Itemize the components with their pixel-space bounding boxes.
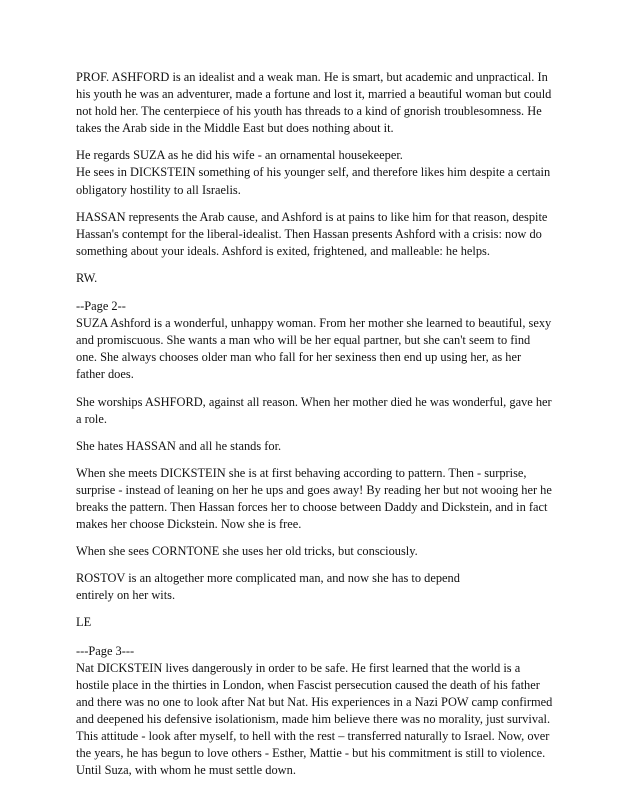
paragraph-dickstein [76,643,554,780]
text-line: father does. [76,367,134,382]
document-page [76,69,554,789]
paragraph-hassan-ashford [76,209,554,260]
text-line: a role. [76,411,107,426]
text-line: something about your ideals. Ashford is exited, frightened, and malleable: he helps. [76,243,490,258]
text-line: She worships ASHFORD, against all reason. When her mother died he was wonderful, gave her [76,394,552,409]
text-line: Nat DICKSTEIN lives dangerously in order to be safe. He first learned that the world is a [76,660,521,675]
text-line: and there was no one to look after Nat but Nat. His experiences in a Nazi POW camp confirmed [76,694,553,709]
text-line: She hates HASSAN and all he stands for. [76,438,282,453]
text-line: the years, he has begun to love others - Esther, Mattie - but his commitment is still to violence. [76,746,546,761]
paragraph-suza-dickstein [76,465,554,533]
text-line: and deepened his defensive isolationism, made him believe there was no morality, just survival. [76,711,551,726]
text-line: SUZA Ashford is a wonderful, unhappy woman. From her mother she learned to beautiful, sexy [76,316,552,331]
text-line: ROSTOV is an altogether more complicated man, and now she has to depend [76,571,460,586]
text-line: HASSAN represents the Arab cause, and Ashford is at pains to like him for that reason, despite [76,209,548,224]
paragraph-ashford-relations [76,147,554,198]
paragraph-suza-ashford [76,394,554,428]
text-line: obligatory hostility to all Israelis. [76,182,241,197]
text-line: one. She always chooses older man who fall for her sexiness then end up using her, as her [76,350,522,365]
text-line: and promiscuous. She wants a man who will be her equal partner, but she can't seem to find [76,333,531,348]
text-line: hostile place in the thirties in London, when Fascist persecution caused the death of his father [76,677,540,692]
page-marker: ---Page 3--- [76,643,135,658]
text-line: When she meets DICKSTEIN she is at first behaving according to pattern. Then - surprise, [76,465,527,480]
text-line: takes the Arab side in the Middle East but does nothing about it. [76,121,394,136]
text-line: Hassan's contempt for the liberal-idealist. Then Hassan presents Ashford with a crisis: now do [76,226,542,241]
paragraph-ashford-intro [76,69,554,137]
text-line: He regards SUZA as he did his wife - an ornamental housekeeper. [76,148,403,163]
page-marker: --Page 2-- [76,299,126,314]
text-line: surprise - instead of leaning on her he ups and goes away! By reading her but not wooing her he [76,482,552,497]
text-line: When she sees CORNTONE she uses her old tricks, but consciously. [76,544,418,559]
paragraph-rostov [76,570,554,604]
text-line: This attitude - look after myself, to hell with the rest – transferred naturally to Israel. Now, over [76,729,550,743]
text-line: breaks the pattern. Then Hassan forces her to choose between Daddy and Dickstein, and in fact [76,499,548,514]
initials-rw: RW. [76,270,98,285]
paragraph-suza-corntone [76,543,554,560]
text-line: He sees in DICKSTEIN something of his younger self, and therefore likes him despite a certain [76,165,551,180]
text-line: entirely on her wits. [76,588,176,603]
paragraph-suza-intro [76,298,554,383]
text-line: his youth he was an adventurer, made a fortune and lost it, married a beautiful woman but could [76,87,552,102]
text-line: makes her choose Dickstein. Now she is free. [76,517,302,532]
paragraph-suza-hassan [76,438,554,455]
text-line: PROF. ASHFORD is an idealist and a weak man. He is smart, but academic and unpractical. In [76,70,548,84]
text-line: Until Suza, with whom he must settle down. [76,763,296,778]
initials-le: LE [76,615,92,630]
text-line: not hold her. The centerpiece of his youth has threads to a kind of gnorish troublesomness. He [76,104,542,119]
